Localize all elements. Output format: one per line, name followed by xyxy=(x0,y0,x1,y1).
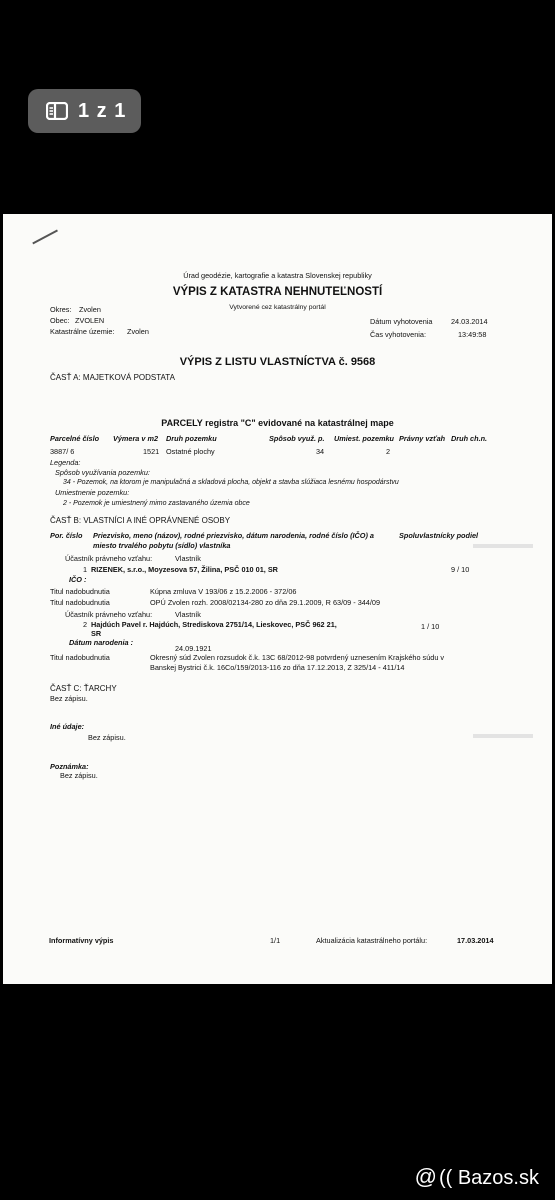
col-rel: Právny vzťah xyxy=(399,434,446,443)
birth-value: 24.09.1921 xyxy=(175,644,212,653)
owner1-text: RIZENEK, s.r.o., Moyzesova 57, Žilina, PSČ 010 01, SR xyxy=(91,565,278,574)
other-no-record: Bez zápisu. xyxy=(88,733,126,742)
row-area: 1521 xyxy=(143,447,160,456)
okres-value: Zvolen xyxy=(79,305,101,314)
b-col-person-1: Priezvisko, meno (názov), rodné priezvisko, dátum narodenia, rodné číslo (IČO) a xyxy=(93,531,374,540)
footer-page: 1/1 xyxy=(270,936,281,945)
owner1-title2: OPÚ Zvolen rozh. 2008/02134-280 zo dňa 29.1.2009, R 63/09 - 344/09 xyxy=(150,598,381,607)
date-label: Dátum vyhotovenia xyxy=(370,317,433,326)
col-ch: Druh ch.n. xyxy=(451,434,488,443)
row-use: 34 xyxy=(316,447,325,456)
owner2-text2: SR xyxy=(91,629,102,638)
part-c-no-record: Bez zápisu. xyxy=(50,694,88,703)
document-subtitle: Vytvorené cez katastrálny portál xyxy=(229,304,326,311)
okres-label: Okres: xyxy=(50,305,72,314)
watermark-paren: (( xyxy=(438,1167,453,1189)
owner-label-1: Vlastník xyxy=(175,554,201,563)
part-b-heading: ČASŤ B: VLASTNÍCI A INÉ OPRÁVNENÉ OSOBY xyxy=(50,516,231,525)
b-col-no: Por. číslo xyxy=(50,531,83,540)
col-type: Druh pozemku xyxy=(166,434,217,443)
scan-artifact xyxy=(473,544,533,548)
obec-label: Obec: xyxy=(50,316,70,325)
time-label: Čas vyhotovenia: xyxy=(370,330,426,339)
owner1-share: 9 / 10 xyxy=(451,565,470,574)
lv-title: VÝPIS Z LISTU VLASTNÍCTVA č. 9568 xyxy=(179,356,376,368)
b-col-share: Spoluvlastnícky podiel xyxy=(399,531,479,540)
title-label-2: Titul nadobudnutia xyxy=(50,598,110,607)
row-parcel: 3887/ 6 xyxy=(50,447,75,456)
note-no-record: Bez zápisu. xyxy=(60,771,98,780)
participant-label-1: Účastník právneho vzťahu: xyxy=(65,554,153,563)
ico-label: IČO : xyxy=(69,575,87,584)
footer-update-label: Aktualizácia katastrálneho portálu: xyxy=(316,936,428,945)
time-value: 13:49:58 xyxy=(458,330,487,339)
owner2-title1: Okresný súd Zvolen rozsudok č.k. 13C 68/2012-98 potvrdený uznesením Krajského súdu v xyxy=(150,653,445,662)
part-a-heading: ČASŤ A: MAJETKOVÁ PODSTATA xyxy=(50,373,175,382)
owner2-text1: Hajdúch Pavel r. Hajdúch, Strediskova 2751/14, Lieskovec, PSČ 962 21, xyxy=(91,620,337,629)
owner2-no: 2 xyxy=(83,620,88,629)
ku-label: Katastrálne územie: xyxy=(50,327,115,336)
ku-value: Zvolen xyxy=(127,327,149,336)
authority-name: Úrad geodézie, kartografie a katastra Slovenskej republiky xyxy=(183,271,372,280)
legend-use-text: 34 - Pozemok, na ktorom je manipulačná a skladová plocha, objekt a stavba slúžiaca lesnému hospodárstvu xyxy=(63,479,399,486)
legend-loc-label: Umiestnenie pozemku: xyxy=(55,488,130,497)
footer-left: Informatívny výpis xyxy=(49,936,114,945)
watermark-at: @ xyxy=(414,1164,437,1189)
owner2-title2: Banskej Bystrici č.k. 16Co/159/2013-116 zo dňa 17.12.2013, Z 325/14 - 411/14 xyxy=(150,663,405,672)
col-loc: Umiest. pozemku xyxy=(334,434,395,443)
other-label: Iné údaje: xyxy=(50,722,85,731)
footer-update-value: 17.03.2014 xyxy=(457,936,494,945)
col-area: Výmera v m2 xyxy=(113,434,159,443)
page-indicator-badge[interactable] xyxy=(28,89,141,133)
owner1-title1: Kúpna zmluva V 193/06 z 15.2.2006 - 372/06 xyxy=(150,587,297,596)
legend-use-label: Spôsob využívania pozemku: xyxy=(55,468,150,477)
owner-label-2: Vlastník xyxy=(175,610,201,619)
col-parcel: Parcelné číslo xyxy=(50,434,100,443)
owner2-share: 1 / 10 xyxy=(421,622,440,631)
owner1-no: 1 xyxy=(83,565,88,574)
page-indicator-text: 1 z 1 xyxy=(78,99,127,122)
note-label: Poznámka: xyxy=(50,762,89,771)
legend-loc-text: 2 - Pozemok je umiestnený mimo zastavaného územia obce xyxy=(63,500,250,507)
row-type: Ostatné plochy xyxy=(166,447,215,456)
watermark-text: Bazos.sk xyxy=(457,1167,539,1189)
part-c-heading: ČASŤ C: ŤARCHY xyxy=(50,684,117,693)
pen-mark xyxy=(32,230,57,244)
birth-label: Dátum narodenia : xyxy=(69,638,134,647)
obec-value: ZVOLEN xyxy=(75,316,105,325)
col-use: Spôsob využ. p. xyxy=(269,434,325,443)
b-col-person-2: miesto trvalého pobytu (sídlo) vlastníka xyxy=(93,541,231,550)
title-label-3: Titul nadobudnutia xyxy=(50,653,110,662)
page-view-icon xyxy=(46,102,68,120)
row-loc: 2 xyxy=(386,447,391,456)
title-label-1: Titul nadobudnutia xyxy=(50,587,110,596)
participant-label-2: Účastník právneho vzťahu: xyxy=(65,610,153,619)
scan-artifact xyxy=(473,734,533,738)
document-title: VÝPIS Z KATASTRA NEHNUTEĽNOSTÍ xyxy=(172,286,383,298)
legend-heading: Legenda: xyxy=(50,458,81,467)
parcels-title: PARCELY registra "C" evidované na katastrálnej mape xyxy=(161,418,394,428)
bazos-watermark xyxy=(415,1164,539,1190)
document-page xyxy=(3,214,552,984)
date-value: 24.03.2014 xyxy=(451,317,488,326)
